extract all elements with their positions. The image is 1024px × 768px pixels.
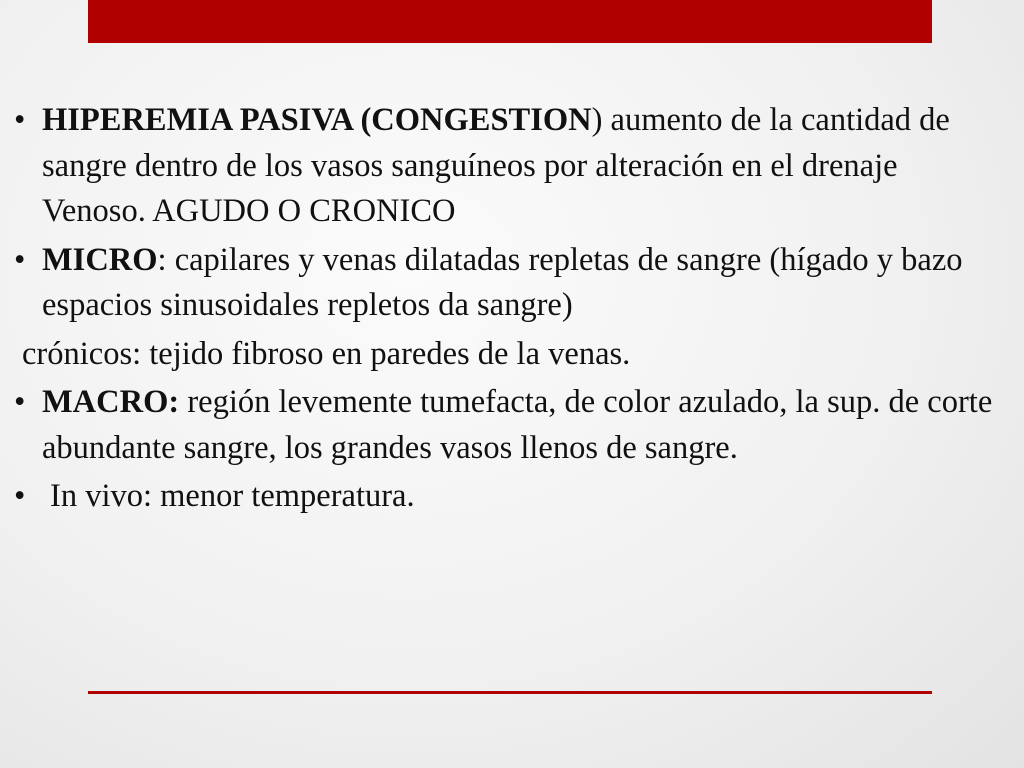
bullet-icon: • [14, 102, 26, 138]
item-bold-term: MACRO: [42, 384, 180, 420]
slide-content [14, 98, 1004, 520]
bullet-item-macro [14, 380, 1004, 471]
bullet-icon: • [14, 241, 26, 278]
item-text [42, 102, 950, 229]
item-description: ) aumento de la cantidad de sangre dentro de los vasos sanguíneos por alteración en el drenaje Venoso. AGUDO O CRONICO [42, 102, 950, 229]
bottom-accent-line [88, 691, 932, 694]
item-text [42, 242, 963, 324]
bullet-item-hiperemia [14, 98, 1004, 235]
bullet-icon: • [14, 478, 26, 514]
item-description: región levemente tumefacta, de color azulado, la sup. de corte abundante sangre, los grandes vasos llenos de sangre. [42, 384, 993, 466]
item-description: In vivo: menor temperatura. [50, 478, 415, 514]
item-bold-term: HIPEREMIA PASIVA (CONGESTION [42, 102, 592, 138]
top-accent-bar [88, 0, 932, 43]
bullet-icon: • [14, 384, 26, 420]
bullet-item-in-vivo [14, 474, 1004, 520]
item-description: : capilares y venas dilatadas repletas de sangre (hígado y bazo espacios sinusoidales repletos da sangre) [42, 241, 963, 323]
item-text [42, 384, 992, 466]
item-bold-term: MICRO [42, 241, 158, 278]
bullet-item-micro [14, 238, 1004, 329]
cronicos-line: crónicos: tejido fibroso en paredes de la venas. [22, 335, 631, 372]
